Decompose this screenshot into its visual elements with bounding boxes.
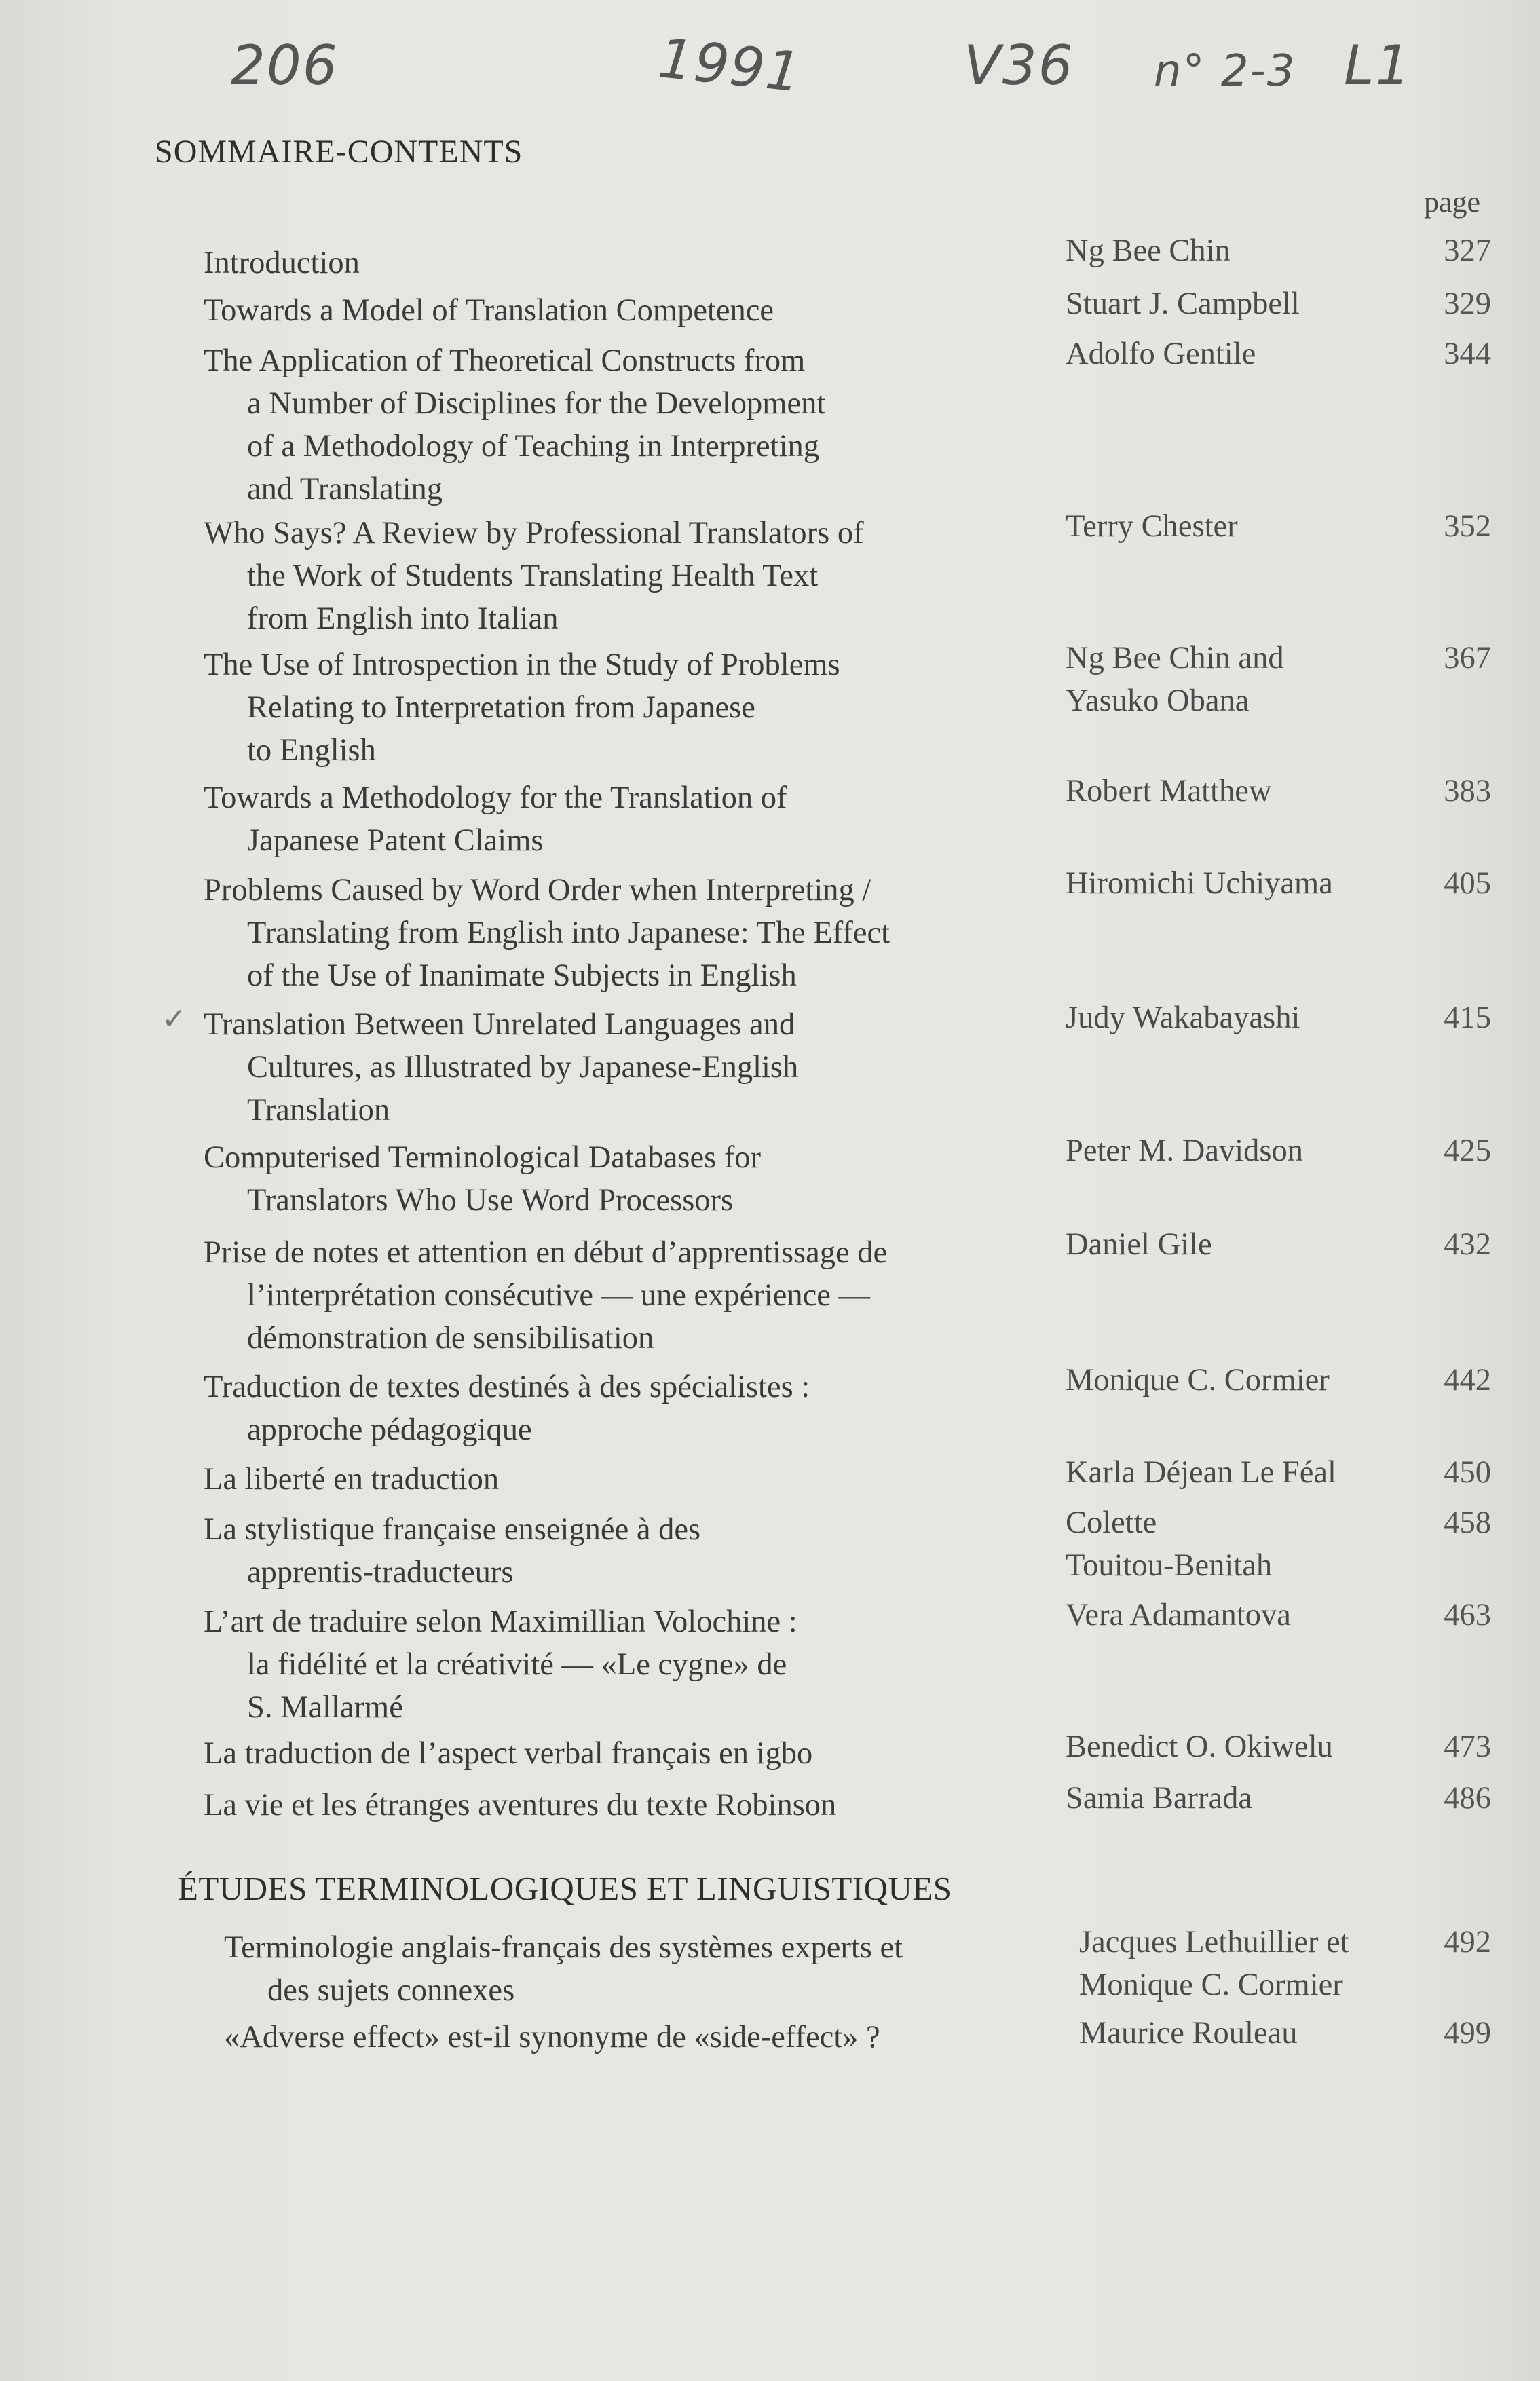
entry-title: La vie et les étranges aventures du texte Robinson: [204, 1788, 837, 1822]
entry-author: Samia Barrada: [1066, 1781, 1253, 1816]
entry-page: 442: [1444, 1363, 1491, 1398]
entry-page: 432: [1444, 1227, 1491, 1262]
entry-page: 425: [1444, 1133, 1491, 1168]
entry-title: The Use of Introspection in the Study of Problems Relating to Interpretation from Japanese to English: [204, 648, 840, 768]
entry-page: 327: [1444, 233, 1491, 268]
entry-title: Traduction de textes destinés à des spécialistes : approche pédagogique: [204, 1370, 810, 1447]
entry-page: 367: [1444, 641, 1491, 675]
entry-author: Maurice Rouleau: [1079, 2016, 1298, 2050]
entry-title: Translation Between Unrelated Languages and Cultures, as Illustrated by Japanese-English Translation: [204, 1007, 799, 1127]
entry-title: La liberté en traduction: [204, 1462, 500, 1497]
entry-page: 415: [1444, 1000, 1491, 1035]
check-mark-icon: ✓: [162, 1002, 187, 1036]
entry-author: Robert Matthew: [1066, 774, 1272, 808]
entry-author: Daniel Gile: [1066, 1227, 1212, 1262]
entry-title: Who Says? A Review by Professional Translators of the Work of Students Translating Health Text from English into Italian: [204, 516, 864, 636]
entry-title: Prise de notes et attention en début d’apprentissage de l’interprétation consécutive — une expérience — démonstration de sensibilisation: [204, 1235, 888, 1355]
handwritten-number: 206: [231, 34, 339, 97]
handwritten-volume: V36: [964, 34, 1074, 97]
entry-title: Computerised Terminological Databases for Translators Who Use Word Processors: [204, 1140, 762, 1218]
entry-title: Towards a Model of Translation Competence: [204, 293, 774, 328]
handwritten-code: L1: [1344, 34, 1412, 97]
page-column-label: page: [1423, 185, 1480, 219]
entry-author: Colette Touitou-Benitah: [1066, 1505, 1273, 1583]
entry-title: L’art de traduire selon Maximillian Volochine : la fidélité et la créativité — «Le cygne» de S. Mallarmé: [204, 1605, 797, 1725]
entry-title: La stylistique française enseignée à des apprentis-traducteurs: [204, 1512, 701, 1590]
entry-title: Towards a Methodology for the Translation of Japanese Patent Claims: [204, 781, 787, 858]
entry-author: Stuart J. Campbell: [1066, 286, 1300, 321]
entry-author: Monique C. Cormier: [1066, 1363, 1330, 1398]
entry-page: 329: [1444, 286, 1491, 321]
entry-author: Judy Wakabayashi: [1066, 1000, 1300, 1035]
entry-page: 486: [1444, 1781, 1491, 1816]
entry-title: «Adverse effect» est-il synonyme de «side-effect» ?: [224, 2020, 880, 2055]
entry-page: 405: [1444, 866, 1491, 901]
entry-author: Terry Chester: [1066, 509, 1238, 544]
handwritten-issue: n° 2-3: [1154, 46, 1296, 96]
entry-page: 450: [1444, 1455, 1491, 1490]
handwritten-year: 1991: [655, 26, 805, 105]
section-heading: ÉTUDES TERMINOLOGIQUES ET LINGUISTIQUES: [178, 1870, 952, 1907]
entry-author: Jacques Lethuillier et Monique C. Cormier: [1079, 1925, 1349, 2002]
entry-title: La traduction de l’aspect verbal français en igbo: [204, 1736, 813, 1771]
entry-title: Problems Caused by Word Order when Interpreting / Translating from English into Japanese: The Effect of the Use of Inanimate Subjects in English: [204, 873, 890, 993]
entry-page: 383: [1444, 774, 1491, 808]
entry-author: Vera Adamantova: [1066, 1598, 1291, 1632]
entry-page: 473: [1444, 1729, 1491, 1764]
entry-title: Terminologie anglais-français des systèmes experts et des sujets connexes: [224, 1930, 903, 2008]
entry-author: Peter M. Davidson: [1066, 1133, 1303, 1168]
contents-heading: SOMMAIRE-CONTENTS: [155, 134, 523, 170]
entry-author: Ng Bee Chin and Yasuko Obana: [1066, 641, 1284, 718]
entry-page: 352: [1444, 509, 1491, 544]
handwritten-annotation: [231, 27, 1452, 115]
entry-author: Karla Déjean Le Féal: [1066, 1455, 1336, 1490]
entry-title: The Application of Theoretical Constructs from a Number of Disciplines for the Development of a Methodology of Teaching in Interpreting and Translating: [204, 343, 826, 506]
entry-page: 463: [1444, 1598, 1491, 1632]
entry-page: 344: [1444, 337, 1491, 371]
entry-page: 458: [1444, 1505, 1491, 1540]
entry-page: 499: [1444, 2016, 1491, 2050]
entry-title: Introduction: [204, 246, 360, 280]
entry-author: Hiromichi Uchiyama: [1066, 866, 1333, 901]
entry-author: Adolfo Gentile: [1066, 337, 1256, 371]
entry-page: 492: [1444, 1925, 1491, 1960]
entry-author: Benedict O. Okiwelu: [1066, 1729, 1333, 1764]
entry-author: Ng Bee Chin: [1066, 233, 1231, 268]
